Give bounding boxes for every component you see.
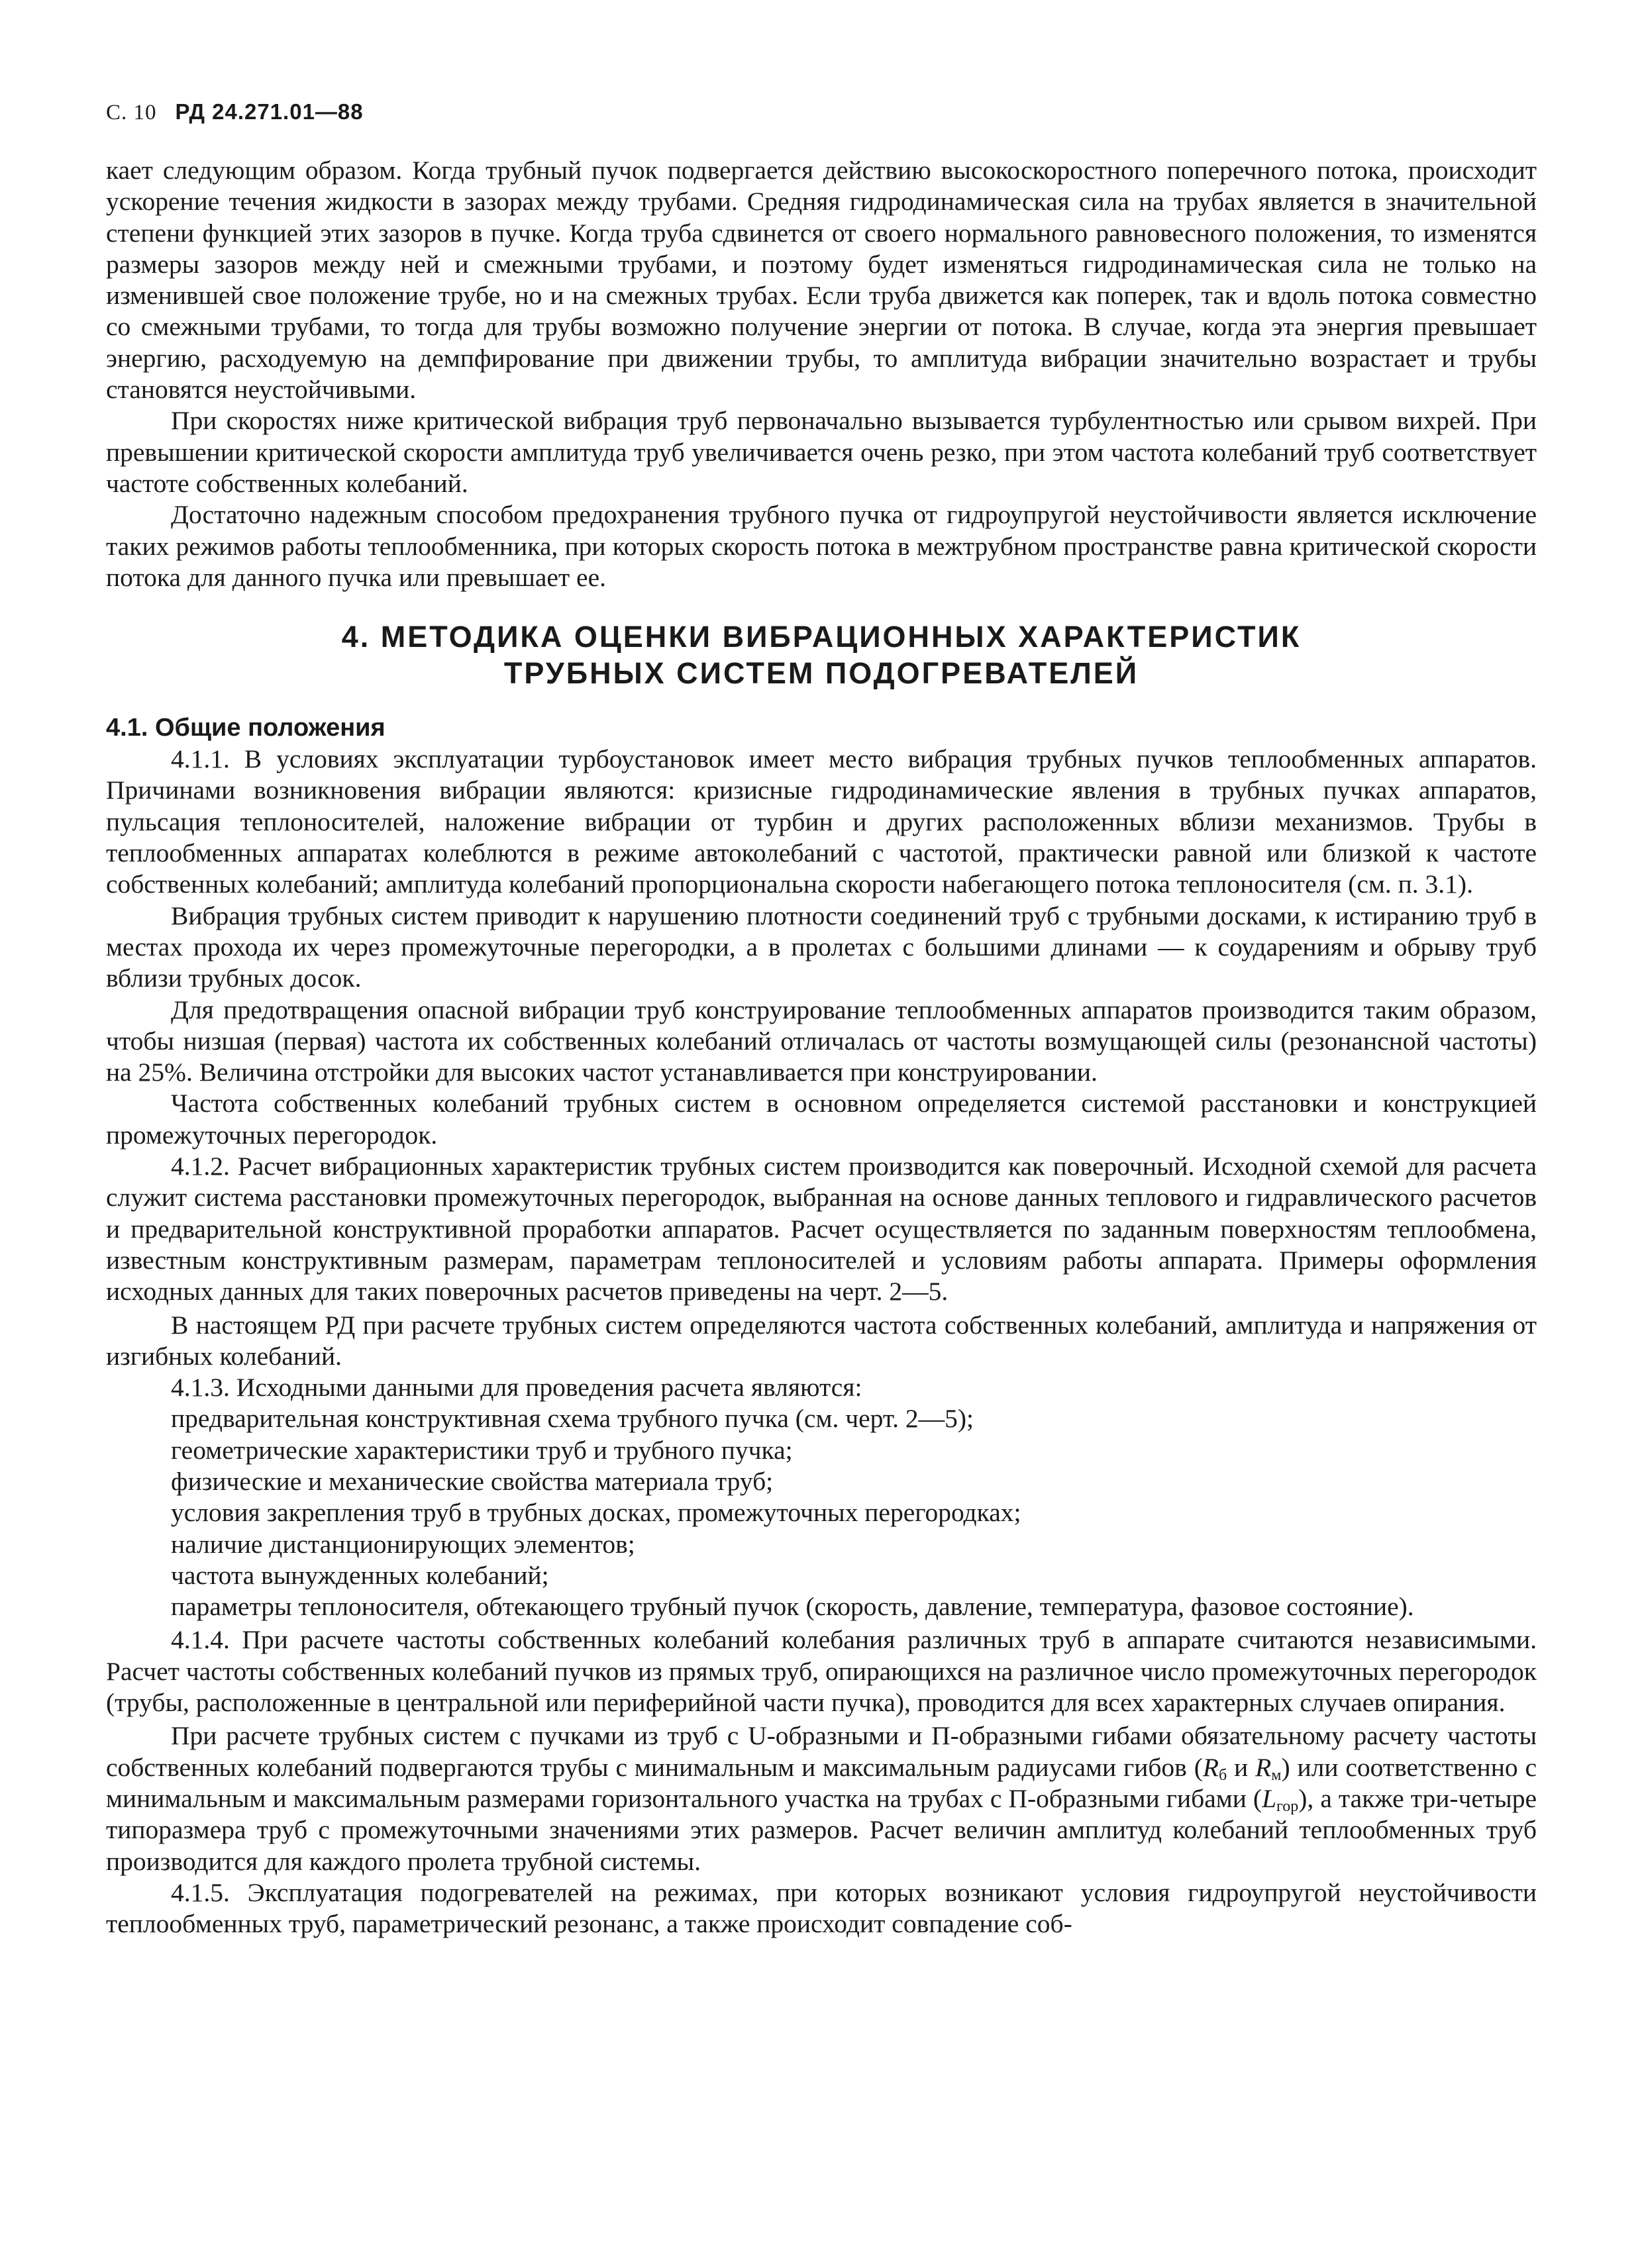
paragraph: В настоящем РД при расчете трубных систем определяются частота собственных колебаний, амплитуда и напряжения от изгибных колебаний.: [106, 1310, 1537, 1371]
paragraph: 4.1.5. Эксплуатация подогревателей на режимах, при которых возникают условия гидроупругой неустойчивости теплообменных труб, параметрический резонанс, а также происходит совпадение соб-: [106, 1877, 1537, 1939]
paragraph: При расчете трубных систем с пучками из труб с U-образными и П-образными гибами обязательному расчету частоты собственных колебаний подвергаются трубы с минимальным и максимальным радиусами гибов ($R_б$ и $R_м$) или соответственно с минимальным и максимальным размерами горизонтального участка на трубах с П-образными гибами $(L_{гор})$, а также три-четыре типоразмера труб с промежуточными значениями этих размеров. Расчет величин амплитуд колебаний теплообменных труб производится для каждого пролета трубной системы.: [106, 1721, 1537, 1876]
paragraph: При скоростях ниже критической вибрация труб первоначально вызывается турбулентностью или срывом вихрей. При превышении критической скорости амплитуда труб увеличивается очень резко, при этом частота колебаний труб соответствует частоте собственных колебаний.: [106, 406, 1537, 498]
paragraph: Достаточно надежным способом предохранения трубного пучка от гидроупругой неустойчивости является исключение таких режимов работы теплообменника, при которых скорость потока в межтрубном пространстве равна критической скорости потока для данного пучка или превышает ее.: [106, 500, 1537, 592]
body-text: [106, 155, 1537, 1940]
paragraph: кает следующим образом. Когда трубный пучок подвергается действию высокоскоростного поперечного потока, происходит ускорение течения жидкости в зазорах между трубами. Средняя гидродинамическая сила на трубах является в значительной степени функцией этих зазоров в пучке. Когда труба сдвинется от своего нормального равновесного положения, то изменятся размеры зазоров между ней и смежными трубами, и поэтому будет изменяться гидродинамическая сила не только на изменившей свое положение трубе, но и на смежных трубах. Если труба движется как поперек, так и вдоль потока совместно со смежными трубами, то тогда для трубы возможно получение энергии от потока. В случае, когда эта энергия превышает энергию, расходуемую на демпфирование при движении трубы, то амплитуда вибрации значительно возрастает и трубы становятся неустойчивыми.: [106, 156, 1537, 405]
paragraph: 4.1.1. В условиях эксплуатации турбоустановок имеет место вибрация трубных пучков теплообменных аппаратов. Причинами возникновения вибрации являются: кризисные гидродинамические явления в трубных пучках аппаратов, пульсация теплоносителей, наложение вибрации от турбин и других расположенных вблизи механизмов. Трубы в теплообменных аппаратах колеблются в режиме автоколебаний с частотой, практически равной или близкой к частоте собственных колебаний; амплитуда колебаний пропорциональна скорости набегающего потока теплоносителя (см. п. 3.1).: [106, 744, 1537, 899]
document-page: [106, 99, 1537, 1940]
subsection-title: 4.1. Общие положения: [106, 714, 385, 742]
list-item: частота вынужденных колебаний;: [171, 1560, 549, 1590]
section-title-line: ТРУБНЫХ СИСТЕМ ПОДОГРЕВАТЕЛЕЙ: [503, 656, 1139, 691]
list-item: параметры теплоносителя, обтекающего трубный пучок (скорость, давление, температура, фазовое состояние).: [171, 1592, 1414, 1622]
running-header: [106, 99, 1537, 125]
list-item: геометрические характеристики труб и трубного пучка;: [171, 1435, 793, 1465]
paragraph: 4.1.3. Исходными данными для проведения расчета являются:: [171, 1373, 862, 1403]
paragraph: Вибрация трубных систем приводит к нарушению плотности соединений труб с трубными досками, к истиранию труб в местах прохода их через промежуточные перегородки, а в пролетах с большими длинами — к соударениям и обрыву труб вблизи трубных досок.: [106, 901, 1537, 993]
document-code: РД 24.271.01—88: [175, 99, 364, 124]
list-item: предварительная конструктивная схема трубного пучка (см. черт. 2—5);: [171, 1404, 974, 1434]
paragraph: Частота собственных колебаний трубных систем в основном определяется системой расстановки и конструкцией промежуточных перегородок.: [106, 1089, 1537, 1150]
page-number: С. 10: [106, 101, 157, 124]
paragraph: 4.1.2. Расчет вибрационных характеристик трубных систем производится как поверочный. Исходной схемой для расчета служит система расстановки промежуточных перегородок, выбранная на основе данных теплового и гидравлического расчетов и предварительной конструктивной проработки аппаратов. Расчет осуществляется по заданным поверхностям теплообмена, известным конструктивным размерам, параметрам теплоносителей и условиям работы аппарата. Примеры оформления исходных данных для таких поверочных расчетов приведены на черт. 2—5.: [106, 1152, 1537, 1307]
input-data-list: [106, 1403, 1537, 1591]
paragraph: 4.1.4. При расчете частоты собственных колебаний колебания различных труб в аппарате считаются независимыми. Расчет частоты собственных колебаний пучков из прямых труб, опирающихся на различное число промежуточных перегородок (трубы, расположенные в центральной или периферийной части пучка), проводится для всех характерных случаев опирания.: [106, 1625, 1537, 1718]
list-item: физические и механические свойства материала труб;: [171, 1466, 774, 1496]
list-item: условия закрепления труб в трубных досках, промежуточных перегородках;: [171, 1498, 1021, 1528]
list-item: наличие дистанционирующих элементов;: [171, 1529, 635, 1559]
section-title-line: 4. МЕТОДИКА ОЦЕНКИ ВИБРАЦИОННЫХ ХАРАКТЕРИСТИК: [341, 620, 1302, 654]
section-title: [106, 618, 1537, 691]
paragraph: Для предотвращения опасной вибрации труб конструирование теплообменных аппаратов производится таким образом, чтобы низшая (первая) частота их собственных колебаний отличалась от частоты возмущающей силы (резонансной частоты) на 25%. Величина отстройки для высоких частот устанавливается при конструировании.: [106, 995, 1537, 1087]
